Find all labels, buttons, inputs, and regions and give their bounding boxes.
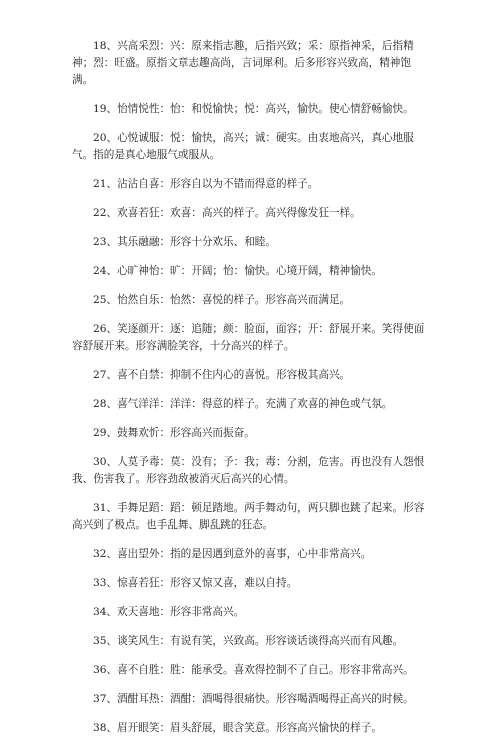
- idiom-entry-29: 29、鼓舞欢忻：形容高兴而振奋。: [93, 427, 255, 439]
- idiom-entry-23: 23、其乐融融：形容十分欢乐、和睦。: [93, 236, 276, 248]
- idiom-entry-26: 26、笑逐颜开：逐：追随；颜：脸面，面容；开：舒展开来。笑得使面容舒展开来。形容满脸笑容，十分高兴的样子。: [72, 323, 425, 352]
- idiom-entry-22: 22、欢喜若狂：欢喜：高兴的样子。高兴得像发狂一样。: [93, 207, 361, 219]
- idiom-entry-27: 27、喜不自禁：抑制不住内心的喜悦。形容极其高兴。: [93, 369, 351, 381]
- idiom-entry-38: 38、眉开眼笑：眉头舒展，眼含笑意。形容高兴愉快的样子。: [93, 722, 382, 734]
- idiom-entry-35: 35、谈笑风生：有说有笑，兴致高。形容谈话谈得高兴而有风趣。: [93, 635, 404, 647]
- idiom-entry-25: 25、怡然自乐：怡然：喜悦的样子。形容高兴而满足。: [93, 294, 351, 306]
- idiom-entry-24: 24、心旷神怡：旷：开阔；怡：愉快。心境开阔，精神愉快。: [93, 265, 382, 277]
- idiom-entry-34: 34、欢天喜地：形容非常高兴。: [93, 606, 245, 618]
- idiom-entry-21: 21、沾沾自喜：形容自以为不错而得意的样子。: [93, 178, 319, 190]
- idiom-entry-20: 20、心悦诚服：悦：愉快，高兴；诚：硬实。由衷地高兴，真心地服气。指的是真心地服气或服从。: [72, 132, 414, 161]
- idiom-entry-31: 31、手舞足蹈：蹈：顿足踏地。两手舞动句，两只脚也跳了起来。形容高兴到了极点。也手乱舞、脚乱跳的狂态。: [72, 502, 425, 531]
- idiom-entry-28: 28、喜气洋洋：洋洋：得意的样子。充满了欢喜的神色或气氛。: [93, 398, 393, 410]
- idiom-entry-33: 33、惊喜若狂：形容又惊又喜，难以自持。: [93, 577, 298, 589]
- idiom-entry-19: 19、怡情悦性：怡：和悦愉快；悦：高兴，愉快。使心情舒畅愉快。: [93, 103, 414, 115]
- idiom-entry-37: 37、酒酣耳热：酒酣：酒喝得很痛快。形容喝酒喝得正高兴的时候。: [93, 693, 414, 705]
- idiom-entry-30: 30、人莫予毒：莫：没有；予：我；毒：分割，危害。再也没有人怨恨我、伤害我了。形容劲敌被消灭后高兴的心情。: [72, 456, 425, 485]
- idiom-entry-32: 32、喜出望外：指的是因遇到意外的喜事，心中非常高兴。: [93, 548, 372, 560]
- idiom-entry-36: 36、喜不自胜：胜：能承受。喜欢得控制不了自己。形容非常高兴。: [93, 664, 414, 676]
- idiom-entry-18: 18、兴高采烈：兴：原来指志趣，后指兴致；采：原指神采，后指精神；烈：旺盛。原指文章志趣高尚，言词犀利。后多形容兴致高，精神饱满。: [72, 40, 414, 86]
